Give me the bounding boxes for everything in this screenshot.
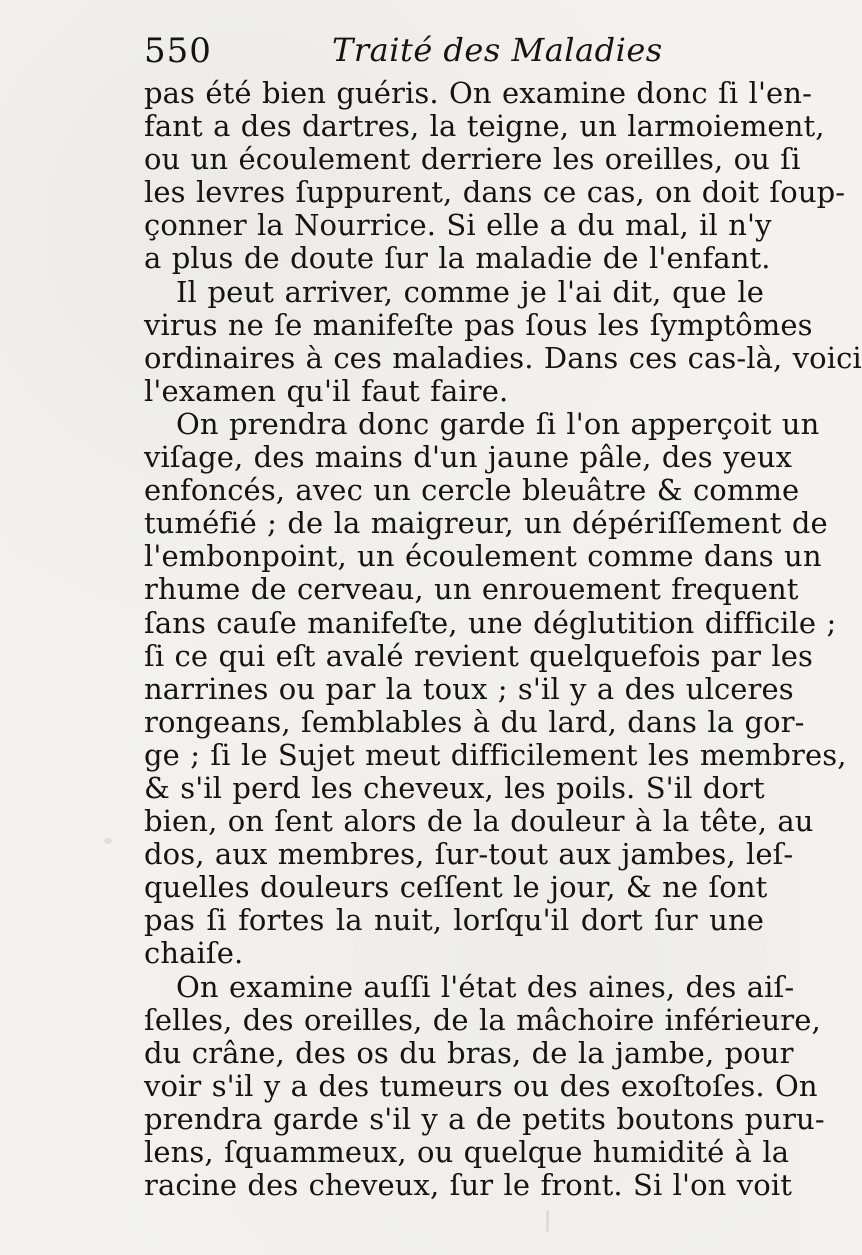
text-line: fant a des dartres, la teigne, un larmoiement, <box>144 109 825 144</box>
text-line: Il peut arriver, comme je l'ai dit, que le <box>176 274 764 309</box>
text-line: racine des cheveux, ſur le front. Si l'on voit <box>144 1168 792 1203</box>
scan-speck <box>546 1210 549 1232</box>
text-line: ſi ce qui eſt avalé revient quelquefois par les <box>144 638 813 673</box>
text-line: bien, on ſent alors de la douleur à la tête, au <box>144 804 814 839</box>
text-line: virus ne ſe manifeſte pas ſous les ſymptômes <box>144 307 813 342</box>
scan-speck <box>104 838 112 844</box>
text-line: tuméfié ; de la maigreur, un dépériſſement de <box>144 506 828 541</box>
text-line: On prendra donc garde ſi l'on apperçoit un <box>176 406 820 441</box>
text-line: quelles douleurs ceſſent le jour, & ne ſont <box>144 870 768 905</box>
text-line: les levres ſuppurent, dans ce cas, on doit ſoup- <box>144 175 846 210</box>
text-line: narrines ou par la toux ; s'il y a des ulceres <box>144 671 794 706</box>
scan-speck <box>778 1015 783 1020</box>
text-line: & s'il perd les cheveux, les poils. S'il dort <box>144 770 765 805</box>
text-line: rhume de cerveau, un enrouement frequent <box>144 572 799 607</box>
page-text <box>144 76 862 1203</box>
running-title: Traité des Maladies <box>332 31 663 69</box>
text-line: pas ſi fortes la nuit, lorſqu'il dort ſur une <box>144 903 764 938</box>
text-line: chaiſe. <box>144 936 244 971</box>
text-line: ou un écoulement derriere les oreilles, ou ſi <box>144 142 801 177</box>
text-line: ge ; ſi le Sujet meut difficilement les membres, <box>144 737 847 772</box>
text-line: viſage, des mains d'un jaune pâle, des yeux <box>144 440 793 475</box>
text-line: rongeans, ſemblables à du lard, dans la gor- <box>144 704 805 739</box>
text-line: enfoncés, avec un cercle bleuâtre & comme <box>144 473 800 508</box>
text-line: çonner la Nourrice. Si elle a du mal, il n'y <box>144 208 772 243</box>
text-line: ſans cauſe manifeſte, une déglutition difficile ; <box>144 605 837 640</box>
text-line: On examine auſſi l'état des aines, des aiſ- <box>176 969 795 1004</box>
text-line: a plus de doute ſur la maladie de l'enfant. <box>144 241 771 276</box>
text-line: pas été bien guéris. On examine donc ſi l'en- <box>144 76 812 110</box>
page-number: 550 <box>144 31 212 71</box>
text-line: du crâne, des os du bras, de la jambe, pour <box>144 1035 794 1070</box>
text-line: l'examen qu'il faut faire. <box>144 373 509 408</box>
text-line: l'embonpoint, un écoulement comme dans un <box>144 539 822 574</box>
text-line: ſelles, des oreilles, de la mâchoire inférieure, <box>144 1002 821 1037</box>
text-line: ordinaires à ces maladies. Dans ces cas-là, voici <box>144 340 862 375</box>
text-line: prendra garde s'il y a de petits boutons puru- <box>144 1101 825 1136</box>
text-line: dos, aux membres, ſur-tout aux jambes, leſ- <box>144 837 794 872</box>
text-line: voir s'il y a des tumeurs ou des exoſtoſes. On <box>144 1068 818 1103</box>
text-line: lens, ſquammeux, ou quelque humidité à la <box>144 1135 790 1169</box>
